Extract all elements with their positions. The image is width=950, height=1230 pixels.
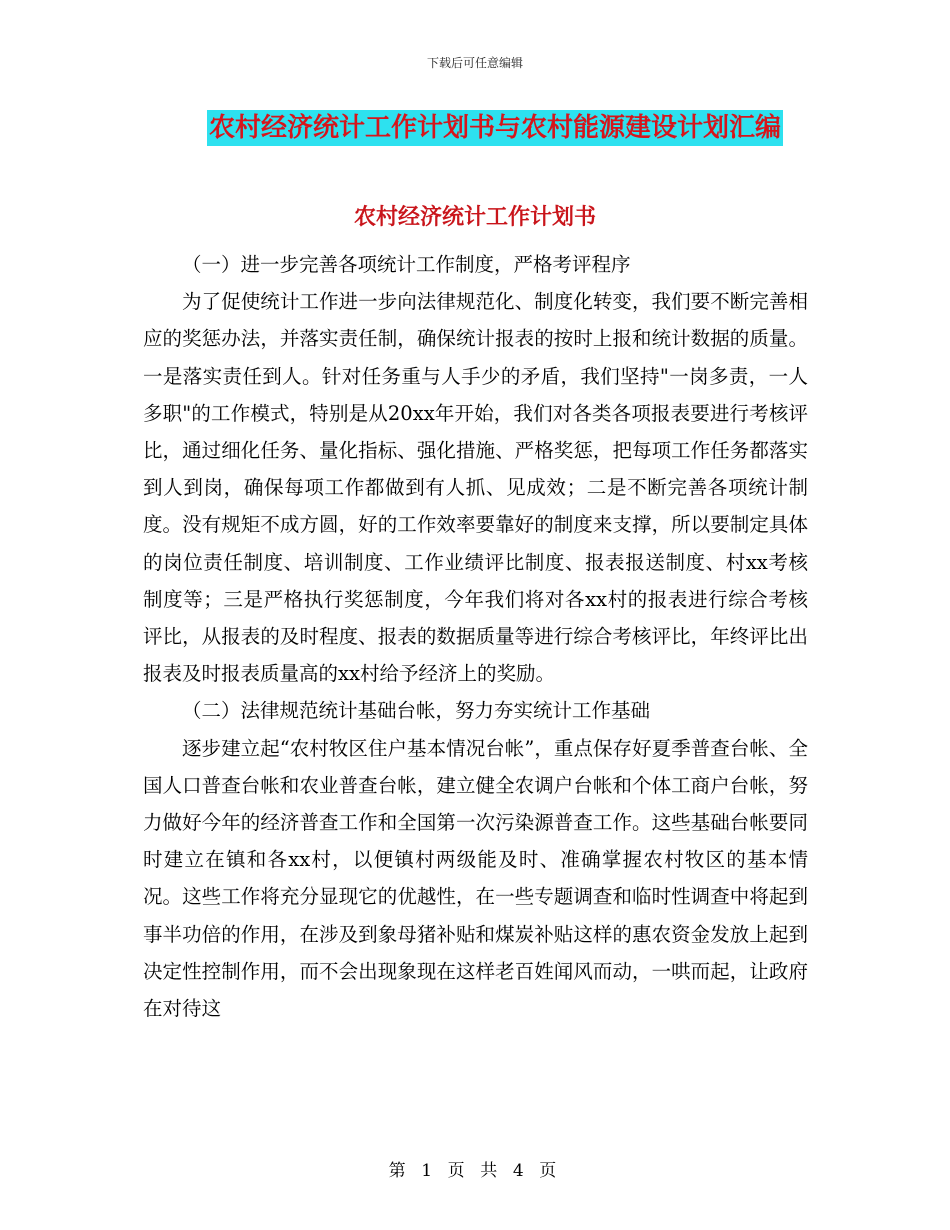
- section-heading-1: （一）进一步完善各项统计工作制度，严格考评程序: [182, 253, 631, 276]
- document-title: 农村经济统计工作计划书与农村能源建设计划汇编: [207, 110, 783, 146]
- section-title: 农村经济统计工作计划书: [353, 204, 596, 230]
- document-body: [143, 246, 808, 1027]
- section-heading-2: （二）法律规范统计基础台帐，努力夯实统计工作基础: [182, 699, 651, 723]
- page-footer: 第 1 页 共 4 页: [388, 1161, 562, 1181]
- page-header-note: 下载后可任意编辑: [426, 56, 523, 70]
- body-paragraph-2: 逐步建立起“农村牧区住户基本情况台帐”，重点保存好夏季普查台帐、全国人口普查台帐和农业普查台帐，建立健全农调户台帐和个体工商户台帐，努力做好今年的经济普查工作和全国第一次污染源普查工作。这些基础台帐要同时建立在镇和各xx村，以便镇村两级能及时、准确掌握农村牧区的基本情况。这些工作将充分显现它的优越性，在一些专题调查和临时性调查中将起到事半功倍的作用，在涉及到象母猪补贴和煤炭补贴这样的惠农资金发放上起到决定性控制作用，而不会出现象现在这样老百姓闻风而动，一哄而起，让政府在对待这: [143, 736, 808, 1021]
- body-paragraph-1: 为了促使统计工作进一步向法律规范化、制度化转变，我们要不断完善相应的奖惩办法，并落实责任制，确保统计报表的按时上报和统计数据的质量。一是落实责任到人。针对任务重与人手少的矛盾，我们坚持"一岗多责，一人多职"的工作模式，特别是从20xx年开始，我们对各类各项报表要进行考核评比，通过细化任务、量化指标、强化措施、严格奖惩，把每项工作任务都落实到人到岗，确保每项工作都做到有人抓、见成效；二是不断完善各项统计制度。没有规矩不成方圆，好的工作效率要靠好的制度来支撑，所以要制定具体的岗位责任制度、培训制度、工作业绩评比制度、报表报送制度、村xx考核制度等；三是严格执行奖惩制度，今年我们将对各xx村的报表进行综合考核评比，从报表的及时程度、报表的数据质量等进行综合考核评比，年终评比出报表及时报表质量高的xx村给予经济上的奖励。: [143, 290, 808, 686]
